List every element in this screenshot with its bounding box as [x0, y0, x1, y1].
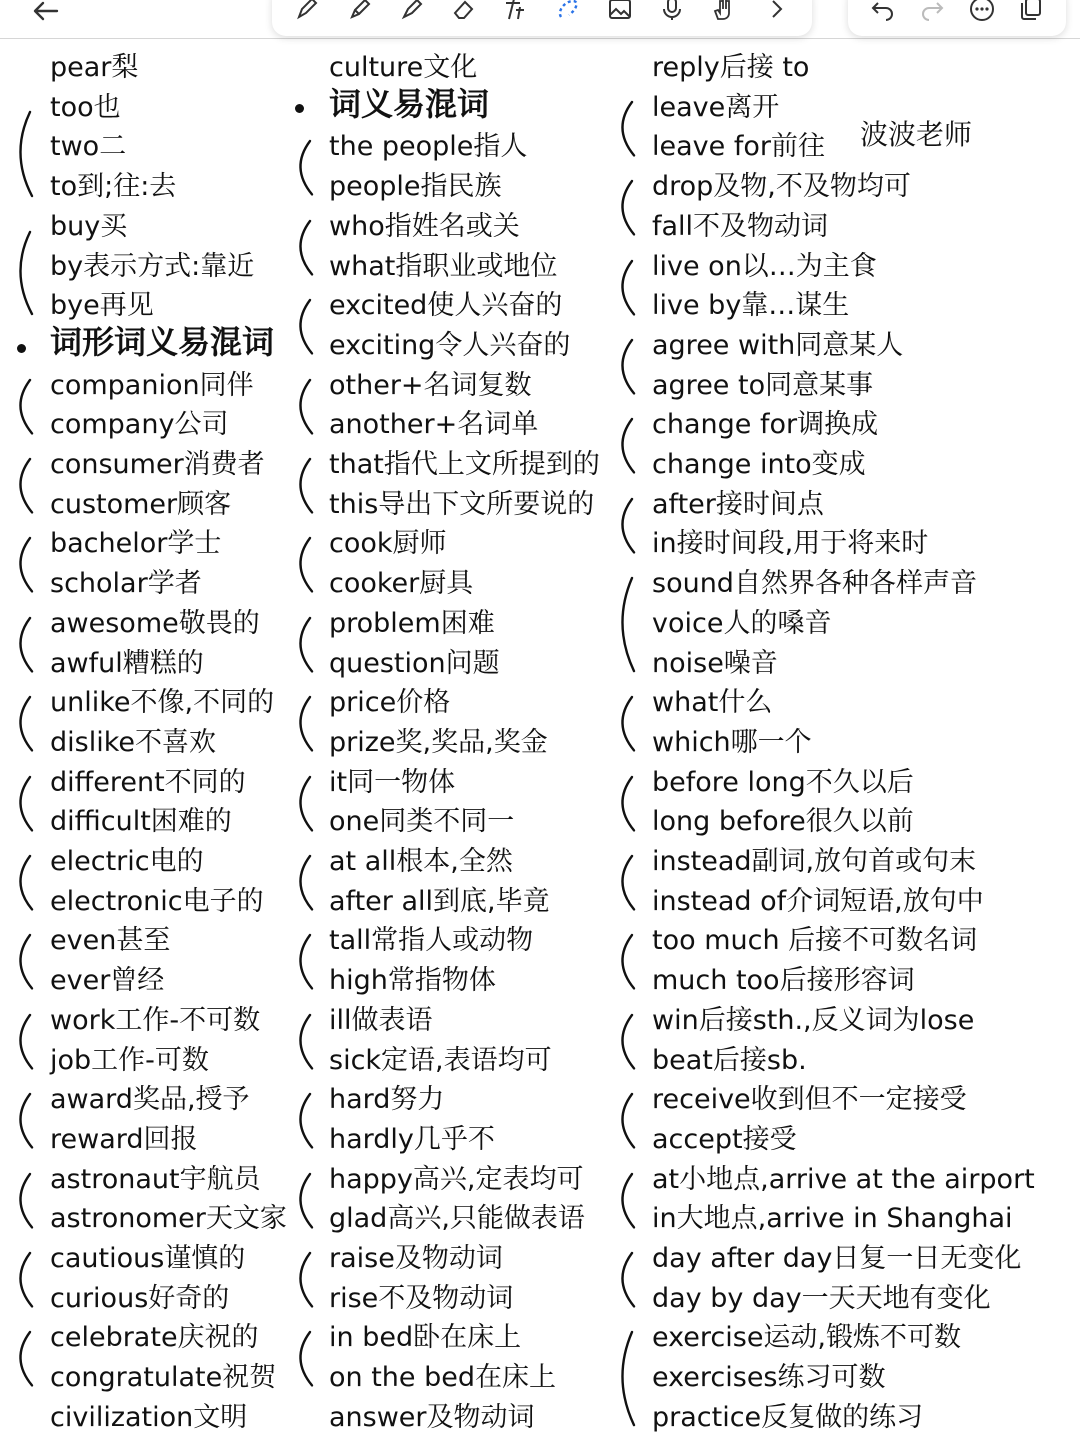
- note-line: this导出下文所要说的: [329, 488, 595, 520]
- bracket-mark: [288, 217, 314, 278]
- note-line: exercise运动,锻炼不可数: [652, 1322, 962, 1354]
- bracket-mark: [610, 257, 636, 318]
- note-line: what什么: [652, 687, 773, 719]
- note-line: agree to同意某事: [652, 369, 874, 401]
- bracket-mark: [610, 415, 636, 476]
- note-line: instead of介词短语,放句中: [652, 885, 984, 917]
- tools-group: [272, 0, 812, 36]
- note-line: day after day日复一日无变化: [652, 1243, 1022, 1274]
- note-line: cook厨师: [329, 528, 447, 560]
- bracket-mark: [8, 931, 34, 992]
- note-line: awful糟糕的: [50, 647, 204, 679]
- note-line: glad高兴,只能做表语: [329, 1203, 585, 1235]
- bracket-mark: [8, 1249, 34, 1310]
- bracket-mark: [288, 455, 314, 516]
- note-line: astronomer天文家: [50, 1203, 287, 1235]
- note-line: voice人的嗓音: [652, 607, 832, 639]
- bracket-mark: [610, 693, 636, 754]
- watermark-text: 波波老师: [860, 118, 973, 151]
- note-line: congratulate祝贺: [50, 1362, 277, 1394]
- note-line: job工作-可数: [50, 1044, 209, 1076]
- note-line: what指职业或地位: [329, 250, 558, 282]
- note-line: to到;往:去: [50, 171, 177, 203]
- bracket-mark: [8, 1090, 34, 1151]
- note-line: day by day一天天地有变化: [652, 1282, 991, 1314]
- note-line: fall不及物动词: [652, 210, 829, 242]
- bracket-mark: [288, 1011, 314, 1072]
- note-line: that指代上文所提到的: [329, 449, 600, 480]
- note-line: reply后接 to: [652, 52, 810, 83]
- bracket-mark: [288, 773, 314, 834]
- bracket-mark: [288, 852, 314, 913]
- bracket-mark: [610, 336, 636, 397]
- bracket-mark: [8, 108, 34, 200]
- top-toolbar: [0, 0, 1080, 39]
- bracket-mark: [8, 1170, 34, 1231]
- bracket-mark: [610, 1170, 636, 1231]
- note-line: by表示方式:靠近: [50, 250, 255, 282]
- note-line: leave离开: [652, 91, 780, 123]
- note-line: in大地点,arrive in Shanghai: [652, 1203, 1013, 1235]
- note-line: after all到底,毕竟: [329, 885, 550, 917]
- note-line: change for调换成: [652, 409, 879, 441]
- note-line: people指民族: [329, 171, 502, 203]
- note-line: instead副词,放句首或句末: [652, 846, 977, 877]
- note-line: leave for前往: [652, 131, 825, 163]
- lasso-icon[interactable]: [553, 0, 583, 22]
- note-line: different不同的: [50, 766, 246, 798]
- note-line: consumer消费者: [50, 449, 265, 480]
- note-line: civilization文明: [50, 1401, 248, 1433]
- note-line: pear梨: [50, 52, 139, 83]
- pages-icon[interactable]: [1016, 0, 1046, 22]
- note-line: at all根本,全然: [329, 846, 513, 877]
- bracket-mark: [8, 534, 34, 595]
- bracket-mark: [8, 614, 34, 675]
- note-line: at小地点,arrive at the airport: [652, 1163, 1035, 1195]
- note-line: price价格: [329, 687, 451, 719]
- note-line: on the bed在床上: [329, 1362, 556, 1394]
- note-line: award奖品,授予: [50, 1084, 250, 1116]
- note-line: live on以…为主食: [652, 250, 877, 282]
- note-line: curious好奇的: [50, 1282, 230, 1314]
- undo-icon[interactable]: [868, 0, 898, 22]
- bracket-mark: [610, 574, 636, 675]
- note-line: prize奖,奖品,奖金: [329, 726, 548, 758]
- note-line: ill做表语: [329, 1004, 433, 1036]
- bracket-mark: [610, 931, 636, 992]
- note-line: too much 后接不可数名词: [652, 925, 978, 957]
- more-icon[interactable]: [967, 0, 997, 22]
- bracket-mark: [288, 1090, 314, 1151]
- bracket-mark: [8, 376, 34, 437]
- bracket-mark: [288, 376, 314, 437]
- bracket-mark: [288, 137, 314, 198]
- note-line: cautious谨慎的: [50, 1243, 246, 1274]
- note-line: before long不久以后: [652, 766, 914, 798]
- note-line: other+名词复数: [329, 369, 532, 401]
- note-line: rise不及物动词: [329, 1282, 514, 1314]
- bracket-mark: [288, 1328, 314, 1389]
- note-line: hardly几乎不: [329, 1123, 495, 1155]
- section-heading: 词义易混词: [329, 84, 490, 123]
- bracket-mark: [288, 534, 314, 595]
- note-line: in接时间段,用于将来时: [652, 528, 929, 560]
- note-line: long before很久以前: [652, 806, 914, 838]
- bracket-mark: [610, 1011, 636, 1072]
- bracket-mark: [8, 455, 34, 516]
- bracket-mark: [288, 931, 314, 992]
- note-line: exciting令人兴奋的: [329, 329, 571, 361]
- bracket-mark: [8, 852, 34, 913]
- note-line: cooker厨具: [329, 568, 474, 600]
- note-line: raise及物动词: [329, 1243, 503, 1274]
- note-line: sick定语,表语均可: [329, 1044, 552, 1076]
- note-line: reward回报: [50, 1123, 198, 1155]
- note-line: much too后接形容词: [652, 965, 915, 997]
- note-line: unlike不像,不同的: [50, 687, 275, 719]
- bracket-mark: [288, 1170, 314, 1231]
- note-line: hard努力: [329, 1084, 445, 1116]
- back-arrow-icon[interactable]: [26, 0, 66, 28]
- note-line: dislike不喜欢: [50, 726, 216, 758]
- hand-icon[interactable]: [709, 0, 739, 22]
- note-line: happy高兴,定表均可: [329, 1163, 584, 1195]
- bracket-mark: [610, 495, 636, 556]
- note-line: two二: [50, 131, 127, 163]
- section-heading: 词形词义易混词: [50, 322, 275, 361]
- note-line: after接时间点: [652, 488, 824, 520]
- bracket-mark: [610, 1090, 636, 1151]
- note-line: agree with同意某人: [652, 329, 904, 361]
- note-line: change into变成: [652, 449, 866, 480]
- note-line: work工作-不可数: [50, 1004, 261, 1036]
- note-line: ever曾经: [50, 965, 165, 997]
- pen-icon[interactable]: [293, 0, 323, 22]
- note-line: another+名词单: [329, 409, 539, 441]
- note-line: question问题: [329, 647, 500, 679]
- bracket-mark: [8, 1011, 34, 1072]
- note-line: drop及物,不及物均可: [652, 171, 911, 203]
- note-line: company公司: [50, 409, 229, 441]
- note-line: electric电的: [50, 846, 204, 877]
- note-line: culture文化: [329, 52, 478, 83]
- bracket-mark: [288, 614, 314, 675]
- highlighter-icon[interactable]: [345, 0, 375, 22]
- note-line: receive收到但不一定接受: [652, 1084, 967, 1116]
- note-line: bye再见: [50, 290, 154, 322]
- bracket-mark: [610, 1249, 636, 1310]
- bracket-mark: [8, 693, 34, 754]
- note-line: astronaut宇航员: [50, 1163, 261, 1195]
- microphone-icon[interactable]: [657, 0, 687, 22]
- note-line: high常指物体: [329, 965, 496, 997]
- note-line: awesome敬畏的: [50, 607, 260, 639]
- note-line: it同一物体: [329, 766, 456, 798]
- bracket-mark: [610, 98, 636, 159]
- bracket-mark: [610, 852, 636, 913]
- bracket-mark: [288, 1249, 314, 1310]
- note-line: tall常指人或动物: [329, 925, 534, 957]
- bracket-mark: [288, 693, 314, 754]
- eraser-icon[interactable]: [449, 0, 479, 22]
- bullet-dot: [17, 344, 26, 353]
- chevron-right-icon[interactable]: [761, 0, 791, 22]
- note-line: accept接受: [652, 1123, 797, 1155]
- note-line: difficult困难的: [50, 806, 232, 838]
- bracket-mark: [8, 228, 34, 318]
- note-line: companion同伴: [50, 369, 254, 401]
- actions-group: [848, 0, 1066, 36]
- note-line: noise噪音: [652, 647, 778, 679]
- note-line: excited使人兴奋的: [329, 290, 563, 322]
- bracket-mark: [610, 773, 636, 834]
- note-line: buy买: [50, 210, 128, 242]
- note-line: bachelor学士: [50, 528, 222, 560]
- note-line: even甚至: [50, 925, 171, 957]
- note-line: answer及物动词: [329, 1401, 535, 1433]
- note-line: which哪一个: [652, 726, 812, 758]
- note-line: exercises练习可数: [652, 1362, 886, 1394]
- bracket-mark: [8, 1328, 34, 1389]
- bracket-mark: [610, 1328, 636, 1429]
- note-line: beat后接sb.: [652, 1044, 807, 1076]
- text-tool-icon[interactable]: [501, 0, 531, 22]
- note-line: one同类不同一: [329, 806, 515, 838]
- note-line: sound自然界各种各样声音: [652, 568, 977, 600]
- bracket-mark: [610, 177, 636, 238]
- note-line: electronic电子的: [50, 885, 264, 917]
- bullet-dot: [295, 104, 304, 113]
- note-line: practice反复做的练习: [652, 1401, 924, 1433]
- note-line: in bed卧在床上: [329, 1322, 522, 1354]
- note-line: problem困难: [329, 607, 495, 639]
- note-line: customer顾客: [50, 488, 232, 520]
- marker-icon[interactable]: [397, 0, 427, 22]
- note-line: the people指人: [329, 131, 528, 163]
- note-line: live by靠…谋生: [652, 290, 850, 322]
- note-line: celebrate庆祝的: [50, 1322, 259, 1354]
- note-line: too也: [50, 91, 121, 123]
- note-line: win后接sth.,反义词为lose: [652, 1004, 975, 1036]
- image-icon[interactable]: [605, 0, 635, 22]
- redo-icon[interactable]: [917, 0, 947, 22]
- bracket-mark: [288, 296, 314, 357]
- bracket-mark: [8, 773, 34, 834]
- note-line: who指姓名或关: [329, 210, 520, 242]
- note-line: scholar学者: [50, 568, 202, 600]
